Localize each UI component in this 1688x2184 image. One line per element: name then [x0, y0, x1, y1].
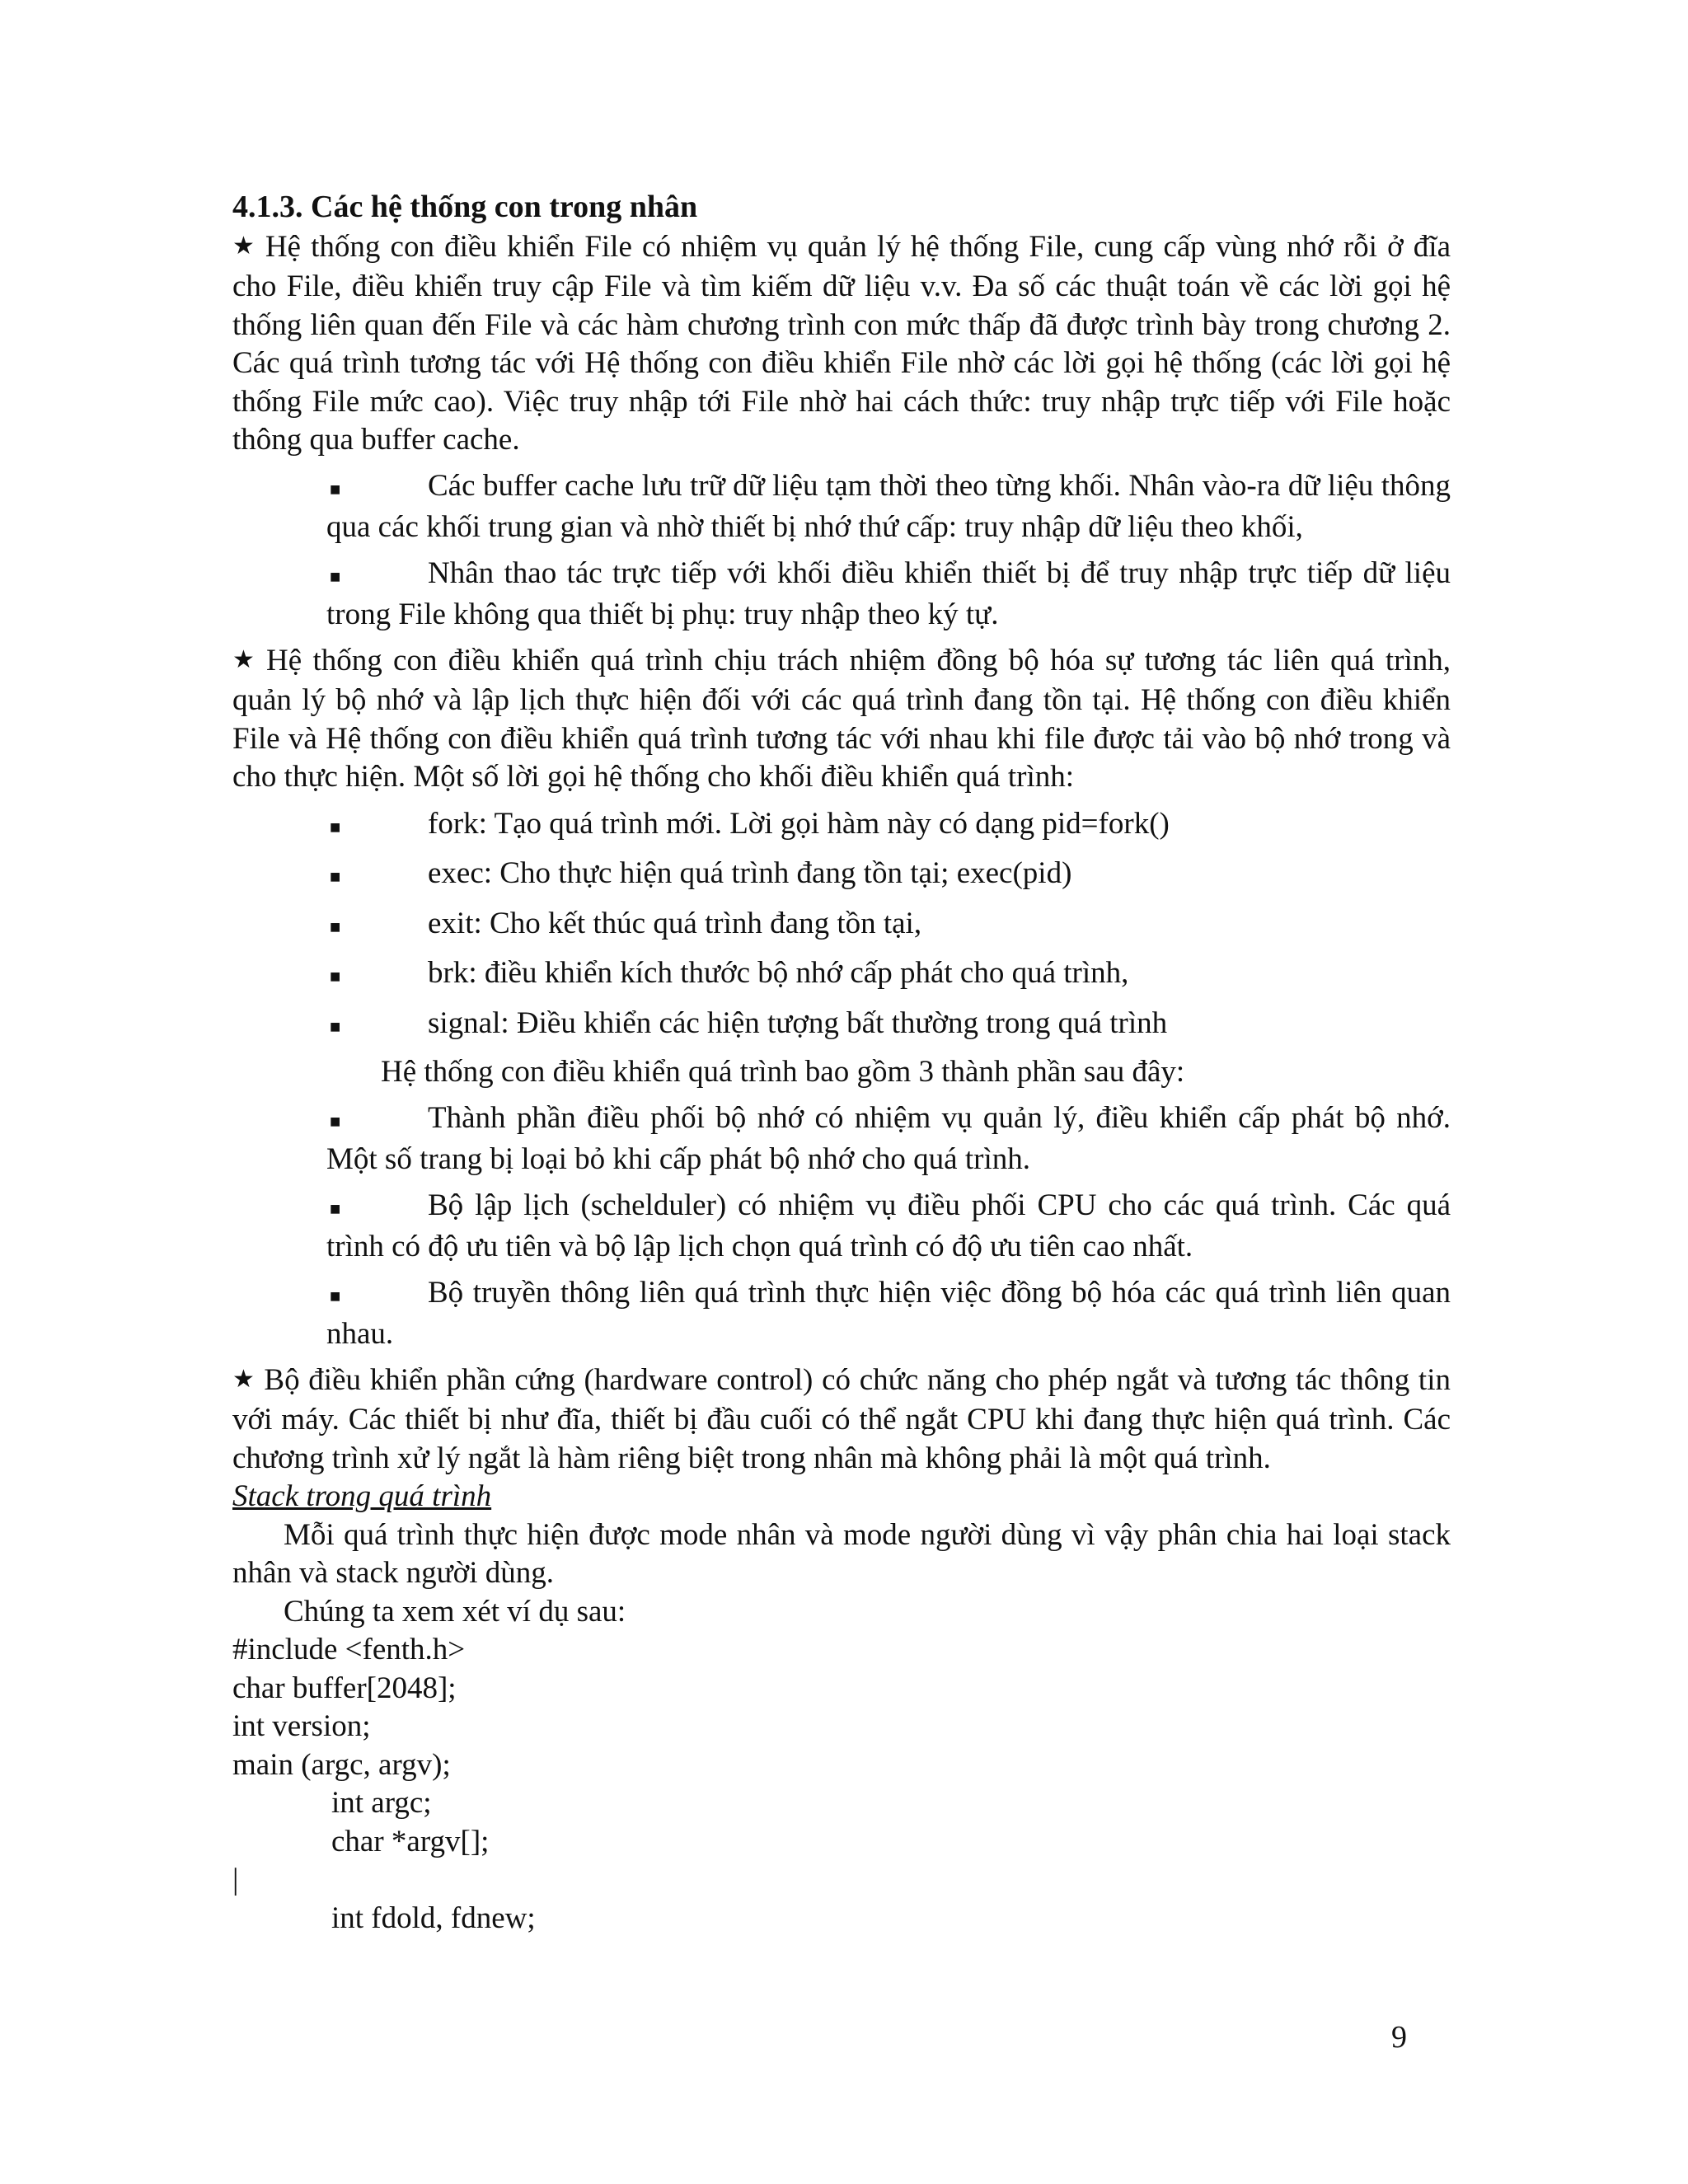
paragraph-text: Bộ điều khiển phần cứng (hardware control) có chức năng cho phép ngắt và tương tác thông tin với máy. Các thiết bị như đĩa, thiết bị đầu cuối có thể ngắt CPU khi đang thực hiện quá trình. Các chương trình xử lý ngắt là hàm riêng biệt trong nhân mà không phải là một quá trình.: [232, 1362, 1451, 1475]
paragraph-hardware-control: [232, 1361, 1451, 1479]
code-block: [232, 1631, 1451, 1938]
list-item-text: Bộ truyền thông liên quá trình thực hiện việc đồng bộ hóa các quá trình liên quan nhau.: [326, 1275, 1451, 1351]
code-line: #include <fenth.h>: [232, 1633, 466, 1666]
list-item: ■ Nhân thao tác trực tiếp với khối điều khiển thiết bị để truy nhập trực tiếp dữ liệu trong File không qua thiết bị phụ: truy nhập theo ký tự.: [326, 555, 1451, 631]
list-item: ■ fork: Tạo quá trình mới. Lời gọi hàm này có dạng pid=fork(): [330, 806, 1170, 841]
list-item: ■ brk: điều khiển kích thước bộ nhớ cấp phát cho quá trình,: [330, 956, 1129, 990]
list-item: ■ Thành phần điều phối bộ nhớ có nhiệm vụ quản lý, điều khiển cấp phát bộ nhớ. Một số trang bị loại bỏ khi cấp phát bộ nhớ cho quá trình.: [326, 1100, 1451, 1176]
code-line: int version;: [232, 1709, 371, 1743]
code-line: int fdold, fdnew;: [331, 1900, 536, 1935]
paragraph-process-subsystem: [232, 642, 1451, 797]
list-item-text: exit: Cho kết thúc quá trình đang tồn tại,: [428, 906, 922, 940]
list-item-text: Thành phần điều phối bộ nhớ có nhiệm vụ quản lý, điều khiển cấp phát bộ nhớ. Một số trang bị loại bỏ khi cấp phát bộ nhớ cho quá trình.: [326, 1100, 1451, 1176]
code-line: char buffer[2048];: [232, 1671, 457, 1705]
list-item: ■ Các buffer cache lưu trữ dữ liệu tạm thời theo từng khối. Nhân vào-ra dữ liệu thông qua các khối trung gian và nhờ thiết bị nhớ thứ cấp: truy nhập dữ liệu theo khối,: [326, 468, 1451, 544]
code-line: char *argv[];: [331, 1824, 490, 1858]
list-item-text: Nhân thao tác trực tiếp với khối điều khiển thiết bị để truy nhập trực tiếp dữ liệu trong File không qua thiết bị phụ: truy nhập theo ký tự.: [326, 555, 1451, 631]
file-access-list: [232, 467, 1451, 635]
list-item: ■ Bộ truyền thông liên quá trình thực hiện việc đồng bộ hóa các quá trình liên quan nhau.: [326, 1275, 1451, 1351]
list-item: ■ signal: Điều khiển các hiện tượng bất thường trong quá trình: [330, 1005, 1168, 1040]
code-line: int argc;: [331, 1786, 432, 1820]
section-heading: 4.1.3. Các hệ thống con trong nhân: [232, 190, 698, 224]
list-item-text: signal: Điều khiển các hiện tượng bất thường trong quá trình: [428, 1005, 1168, 1040]
stack-paragraph: Mỗi quá trình thực hiện được mode nhân và mode người dùng vì vậy phân chia hai loại stack nhân và stack người dùng.: [232, 1517, 1451, 1590]
list-item-text: exec: Cho thực hiện quá trình đang tồn tại; exec(pid): [428, 856, 1072, 890]
page-content: [232, 188, 1451, 1938]
list-item-text: Các buffer cache lưu trữ dữ liệu tạm thời theo từng khối. Nhân vào-ra dữ liệu thông qua các khối trung gian và nhờ thiết bị nhớ thứ cấp: truy nhập dữ liệu theo khối,: [326, 468, 1451, 544]
list-item: ■ Bộ lập lịch (schelduler) có nhiệm vụ điều phối CPU cho các quá trình. Các quá trình có độ ưu tiên và bộ lập lịch chọn quá trình có độ ưu tiên cao nhất.: [326, 1188, 1451, 1263]
list-item-text: fork: Tạo quá trình mới. Lời gọi hàm này có dạng pid=fork(): [428, 806, 1170, 841]
system-call-list: [232, 805, 1451, 1047]
components-list: [232, 1099, 1451, 1354]
paragraph-file-subsystem: [232, 228, 1451, 460]
code-line: |: [232, 1863, 239, 1896]
example-intro: Chúng ta xem xét ví dụ sau:: [284, 1594, 626, 1629]
paragraph-text: Hệ thống con điều khiển File có nhiệm vụ quản lý hệ thống File, cung cấp vùng nhớ rỗi ở đĩa cho File, điều khiển truy cập File và tìm kiếm dữ liệu v.v. Đa số các thuật toán về các lời gọi hệ thống liên quan đến File và các hàm chương trình con mức thấp đã được trình bày trong chương 2. Các quá trình tương tác với Hệ thống con điều khiển File nhờ các lời gọi hệ thống (các lời gọi hệ thống File mức cao). Việc truy nhập tới File nhờ hai cách thức: truy nhập trực tiếp với File hoặc thông qua buffer cache.: [232, 229, 1451, 457]
list-item-text: Bộ lập lịch (schelduler) có nhiệm vụ điều phối CPU cho các quá trình. Các quá trình có độ ưu tiên và bộ lập lịch chọn quá trình có độ ưu tiên cao nhất.: [326, 1188, 1451, 1263]
code-line: main (argc, argv);: [232, 1747, 451, 1782]
list-item: ■ exit: Cho kết thúc quá trình đang tồn tại,: [330, 906, 922, 940]
paragraph-text: Hệ thống con điều khiển quá trình chịu trách nhiệm đồng bộ hóa sự tương tác liên quá trình, quản lý bộ nhớ và lập lịch thực hiện đối với các quá trình đang tồn tại. Hệ thống con điều khiển File và Hệ thống con điều khiển quá trình tương tác với nhau khi file được tải vào bộ nhớ trong và cho thực hiện. Một số lời gọi hệ thống cho khối điều khiển quá trình:: [232, 643, 1451, 794]
list-item-text: brk: điều khiển kích thước bộ nhớ cấp phát cho quá trình,: [428, 956, 1129, 990]
list-item: ■ exec: Cho thực hiện quá trình đang tồn tại; exec(pid): [330, 856, 1072, 890]
components-intro: Hệ thống con điều khiển quá trình bao gồm 3 thành phần sau đây:: [381, 1055, 1185, 1089]
page-number: 9: [1391, 2020, 1407, 2055]
stack-subheading: Stack trong quá trình: [232, 1479, 492, 1513]
